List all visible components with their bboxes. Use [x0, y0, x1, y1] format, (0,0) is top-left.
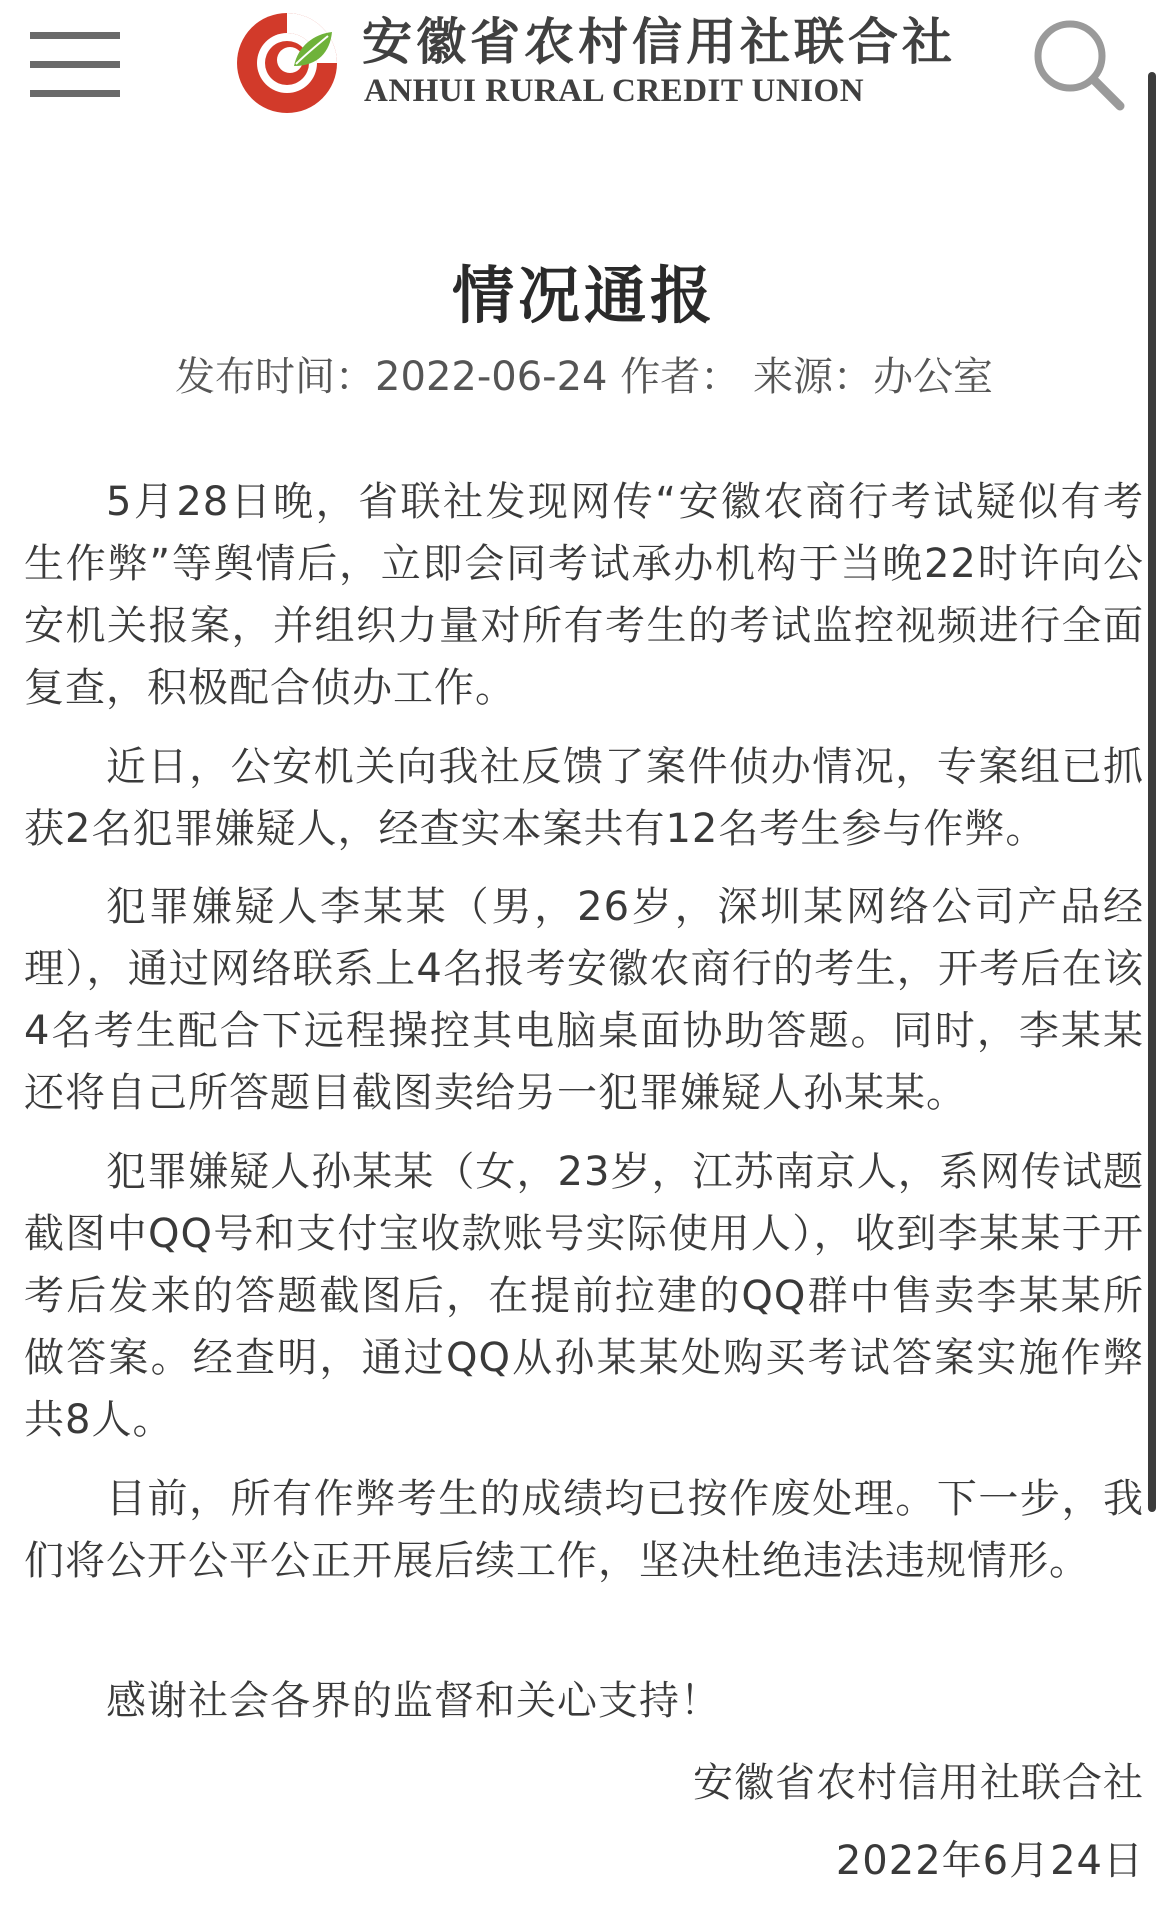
- article-paragraph: 感谢社会各界的监督和关心支持！: [106, 1678, 721, 1724]
- source-label: 来源：: [752, 354, 873, 400]
- article-signature: 安徽省农村信用社联合社: [693, 1760, 1144, 1806]
- article-paragraph: 犯罪嫌疑人李某某（男，26岁，深圳某网络公司产品经理），通过网络联系上4名报考安徽农商行的考生，开考后在该4名考生配合下远程操控其电脑桌面协助答题。同时，李某某还将自己所答题目截图卖给另一犯罪嫌疑人孙某某。: [24, 884, 1144, 1116]
- article-paragraph: 5月28日晚，省联社发现网传“安徽农商行考试疑似有考生作弊”等舆情后，立即会同考试承办机构于当晚22时许向公安机关报案，并组织力量对所有考生的考试监控视频进行全面复查，积极配合侦办工作。: [24, 479, 1144, 711]
- article-meta: [0, 352, 1168, 402]
- site-header: [0, 0, 1168, 130]
- hamburger-menu-icon[interactable]: [30, 32, 120, 98]
- article-paragraph: 犯罪嫌疑人孙某某（女，23岁，江苏南京人，系网传试题截图中QQ号和支付宝收款账号实际使用人），收到李某某于开考后发来的答题截图后，在提前拉建的QQ群中售卖李某某所做答案。经查明，通过QQ从孙某某处购买考试答案实施作弊共8人。: [24, 1149, 1144, 1443]
- article-paragraph: 目前，所有作弊考生的成绩均已按作废处理。下一步，我们将公开公平公正开展后续工作，坚决杜绝违法违规情形。: [24, 1476, 1144, 1584]
- article-signature-date: 2022年6月24日: [835, 1838, 1144, 1884]
- site-logo-icon[interactable]: [232, 8, 342, 118]
- article-title: 情况通报: [451, 259, 716, 332]
- brand-name-english: ANHUI RURAL CREDIT UNION: [364, 73, 865, 109]
- publish-date: 2022-06-24: [375, 354, 608, 400]
- publish-time-label: 发布时间：: [175, 354, 376, 400]
- article-paragraph: 近日，公安机关向我社反馈了案件侦办情况，专案组已抓获2名犯罪嫌疑人，经查实本案共有12名考生参与作弊。: [24, 744, 1144, 852]
- source-value: 办公室: [872, 354, 993, 400]
- author-label: 作者：: [620, 354, 741, 400]
- brand-name-chinese: 安徽省农村信用社联合社: [362, 12, 956, 71]
- search-icon[interactable]: [1028, 14, 1128, 114]
